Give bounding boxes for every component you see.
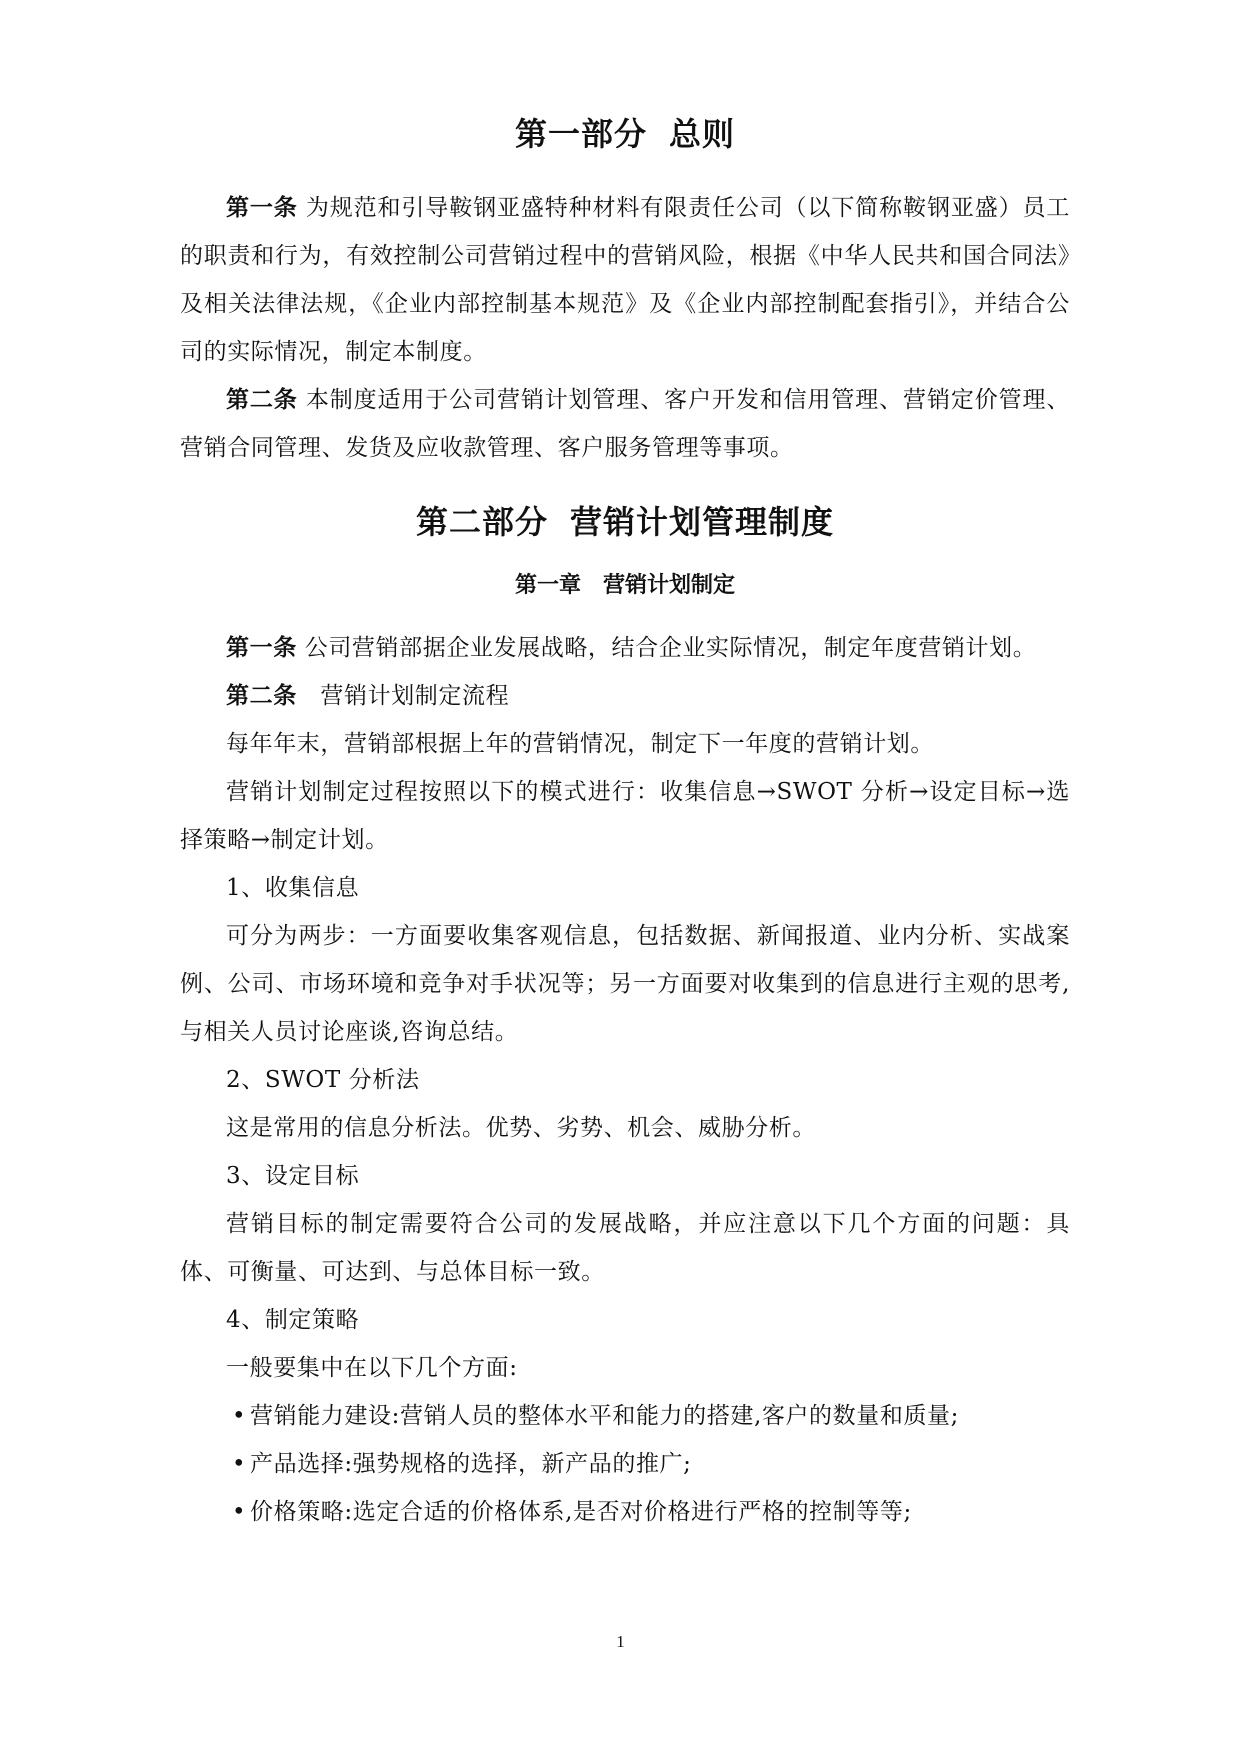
- article-label: 第二条: [226, 683, 297, 709]
- part1-title: [180, 110, 1070, 158]
- section-3-title: 3、设定目标: [226, 1163, 360, 1189]
- article-text: 为规范和引导鞍钢亚盛特种材料有限责任公司（以下简称鞍钢亚盛）员工的职责和行为，有效控制公司营销过程中的营销风险，根据《中华人民共和国合同法》及相关法律法规，《企业内部控制基本规范》及《企业内部控制配套指引》，并结合公司的实际情况，制定本制度。: [180, 195, 1070, 365]
- chapter1-article-2: [180, 672, 1070, 720]
- bullet-dot-icon: •: [232, 1451, 247, 1477]
- section-1-title: 1、收集信息: [226, 875, 360, 901]
- chapter1-article-1: [180, 624, 1070, 672]
- article-label: 第一条: [226, 635, 297, 661]
- bullet-text: 价格策略:选定合适的价格体系,是否对价格进行严格的控制等等;: [250, 1499, 912, 1525]
- bullet-item: [180, 1488, 1070, 1536]
- bullet-item: [180, 1392, 1070, 1440]
- part1-title-name: 总则: [669, 115, 736, 153]
- section-3-text: 营销目标的制定需要符合公司的发展战略，并应注意以下几个方面的问题：具体、可衡量、可达到、与总体目标一致。: [180, 1211, 1070, 1285]
- section-1-text: 可分为两步：一方面要收集客观信息，包括数据、新闻报道、业内分析、实战案例、公司、市场环境和竞争对手状况等；另一方面要对收集到的信息进行主观的思考,与相关人员讨论座谈,咨询总结。: [180, 923, 1070, 1045]
- paragraph-year-end: 每年年末，营销部根据上年的营销情况，制定下一年度的营销计划。: [226, 731, 934, 757]
- part2-title-number: 第二部分: [415, 503, 548, 541]
- bullet-dot-icon: •: [232, 1403, 247, 1429]
- section-4-text: 一般要集中在以下几个方面:: [226, 1355, 518, 1381]
- article-text: 营销计划制定流程: [296, 683, 510, 709]
- chapter-1-title: 第一章 营销计划制定: [514, 573, 735, 598]
- part1-article-1: [180, 184, 1070, 376]
- part1-title-number: 第一部分: [514, 115, 647, 153]
- section-2-title: 2、SWOT 分析法: [226, 1067, 420, 1093]
- bullet-text: 产品选择:强势规格的选择，新产品的推广;: [250, 1451, 692, 1477]
- article-text: 公司营销部据企业发展战略，结合企业实际情况，制定年度营销计划。: [304, 635, 1037, 661]
- article-label: 第二条: [226, 387, 298, 413]
- bullet-item: [180, 1440, 1070, 1488]
- article-text: 本制度适用于公司营销计划管理、客户开发和信用管理、营销定价管理、营销合同管理、发货及应收款管理、客户服务管理等事项。: [180, 387, 1070, 461]
- section-2-text: 这是常用的信息分析法。优势、劣势、机会、威胁分析。: [226, 1115, 816, 1141]
- part2-title-name: 营销计划管理制度: [570, 503, 835, 541]
- bullet-dot-icon: •: [232, 1499, 247, 1525]
- document-body: [180, 110, 1070, 1536]
- bullet-text: 营销能力建设:营销人员的整体水平和能力的搭建,客户的数量和质量;: [250, 1403, 960, 1429]
- part1-article-2: [180, 376, 1070, 472]
- article-label: 第一条: [226, 195, 298, 221]
- paragraph-process: 营销计划制定过程按照以下的模式进行：收集信息→SWOT 分析→设定目标→选择策略→制定计划。: [180, 779, 1070, 853]
- section-4-title: 4、制定策略: [226, 1307, 360, 1333]
- part2-title: [180, 498, 1070, 546]
- page-number: 1: [616, 1632, 625, 1651]
